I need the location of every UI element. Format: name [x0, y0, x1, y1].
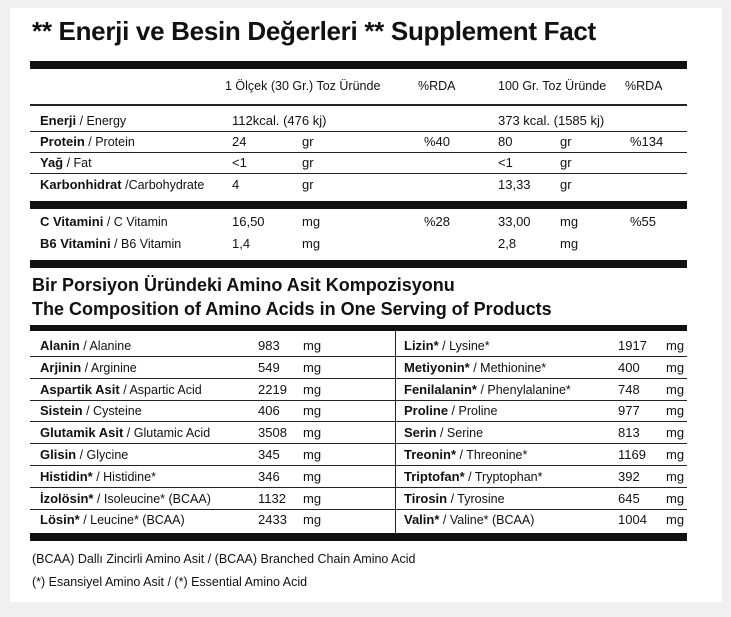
amino-left-label [40, 447, 128, 463]
amino-right-unit: mg [666, 512, 685, 527]
vitamin-divider-bar [30, 201, 687, 209]
amino-right-unit: mg [666, 425, 685, 440]
amino-left-label-en: / Glutamic Acid [123, 426, 211, 440]
nutrient-row-label-tr: Protein [40, 134, 85, 149]
amino-left-value: 2219 [258, 382, 287, 397]
amino-left-label-en: / Alanine [79, 339, 132, 353]
amino-left-value: 406 [258, 403, 280, 418]
amino-right-label-en: / Valine* (BCAA) [439, 513, 535, 527]
amino-right-label-tr: Lizin* [404, 338, 439, 353]
nutrient-100g-value: 80 [498, 134, 513, 149]
vitamin-rda-2: %55 [630, 214, 657, 229]
amino-left-value: 549 [258, 360, 280, 375]
amino-left-label-en: / Isoleucine* (BCAA) [93, 492, 211, 506]
amino-left-value: 345 [258, 447, 280, 462]
amino-right-label-tr: Tirosin [404, 491, 448, 506]
nutrient-row-label-en: / Protein [84, 135, 135, 149]
amino-left-label-tr: İzolösin* [40, 491, 94, 506]
amino-left-label-en: / Histidine* [92, 470, 156, 484]
header-rda-1: %RDA [418, 79, 456, 93]
vitamin-serving-unit: mg [302, 214, 321, 229]
nutrient-row-divider [30, 173, 687, 174]
nutrient-100g-value: 13,33 [498, 177, 531, 192]
amino-right-label [404, 469, 543, 485]
amino-left-unit: mg [303, 491, 322, 506]
vitamin-100g-unit: mg [560, 236, 579, 251]
amino-left-label [40, 338, 131, 354]
amino-left-label [40, 512, 185, 528]
amino-right-label [404, 491, 505, 507]
amino-right-value: 1004 [618, 512, 647, 527]
amino-right-unit: mg [666, 403, 685, 418]
amino-right-label-en: / Proline [448, 404, 498, 418]
amino-right-label-en: / Methionine* [469, 361, 547, 375]
amino-heading-tr: Bir Porsiyon Üründeki Amino Asit Kompozisyonu [32, 275, 455, 295]
nutrient-100g-value: 373 kcal. (1585 kj) [498, 113, 605, 128]
vitamin-serving-value: 16,50 [232, 214, 265, 229]
vitamin-rda-1: %28 [424, 214, 451, 229]
amino-right-value: 645 [618, 491, 640, 506]
amino-left-unit: mg [303, 512, 322, 527]
amino-right-label-en: / Lysine* [438, 339, 490, 353]
header-serving: 1 Ölçek (30 Gr.) Toz Üründe [225, 79, 381, 93]
amino-row-divider [30, 465, 687, 466]
note-bcaa: (BCAA) Dallı Zincirli Amino Asit / (BCAA) Branched Chain Amino Acid [32, 552, 416, 566]
amino-right-label-en: / Phenylalanine* [476, 383, 571, 397]
amino-right-label-en: / Threonine* [456, 448, 528, 462]
nutrient-serving-value: 112kcal. (476 kj) [232, 113, 327, 128]
amino-row-divider [30, 356, 687, 357]
amino-row-divider [30, 421, 687, 422]
amino-right-value: 748 [618, 382, 640, 397]
nutrient-row-label [40, 113, 126, 129]
amino-right-value: 977 [618, 403, 640, 418]
amino-right-label-tr: Treonin* [404, 447, 457, 462]
amino-left-label-tr: Alanin [40, 338, 80, 353]
amino-right-unit: mg [666, 360, 685, 375]
amino-left-unit: mg [303, 425, 322, 440]
amino-right-unit: mg [666, 382, 685, 397]
nutrient-serving-unit: gr [302, 134, 314, 149]
amino-left-unit: mg [303, 447, 322, 462]
nutrient-100g-unit: gr [560, 155, 572, 170]
amino-right-label [404, 512, 534, 528]
nutrient-row-label [40, 177, 204, 193]
amino-right-unit: mg [666, 469, 685, 484]
amino-right-label-tr: Proline [404, 403, 449, 418]
header-per-100g: 100 Gr. Toz Üründe [498, 79, 607, 93]
amino-left-label-en: / Cysteine [82, 404, 142, 418]
amino-right-label-tr: Fenilalanin* [404, 382, 477, 397]
amino-right-label-tr: Valin* [404, 512, 440, 527]
nutrient-row-divider [30, 152, 687, 153]
amino-right-unit: mg [666, 491, 685, 506]
amino-right-unit: mg [666, 338, 685, 353]
amino-right-label [404, 425, 483, 441]
amino-row-divider [30, 487, 687, 488]
nutrient-row-label-tr: Karbonhidrat [40, 177, 122, 192]
amino-right-label [404, 382, 571, 398]
amino-right-value: 1169 [618, 447, 646, 462]
nutrient-serving-value: 24 [232, 134, 247, 149]
nutrient-rda-2: %134 [630, 134, 664, 149]
amino-right-label-tr: Serin [404, 425, 437, 440]
amino-right-label-en: / Tyrosine [447, 492, 505, 506]
amino-left-label-tr: Histidin* [40, 469, 93, 484]
amino-row-divider [30, 378, 687, 379]
nutrient-rda-1: %40 [424, 134, 451, 149]
nutrient-serving-value: 4 [232, 177, 240, 192]
nutrient-100g-value: <1 [498, 155, 513, 170]
amino-left-label [40, 403, 142, 419]
nutrient-row-label-tr: Yağ [40, 155, 64, 170]
amino-right-value: 392 [618, 469, 640, 484]
amino-right-label-tr: Triptofan* [404, 469, 465, 484]
amino-right-value: 400 [618, 360, 640, 375]
amino-row-divider [30, 509, 687, 510]
nutrient-serving-unit: gr [302, 177, 314, 192]
vitamin-row-label-tr: B6 Vitamini [40, 236, 111, 251]
amino-heading-en: The Composition of Amino Acids in One Serving of Products [32, 299, 552, 319]
amino-right-label-en: / Tryptophan* [464, 470, 543, 484]
amino-left-unit: mg [303, 469, 322, 484]
nutrient-row-label [40, 134, 135, 150]
amino-left-label-tr: Arjinin [40, 360, 82, 375]
vitamin-serving-unit: mg [302, 236, 321, 251]
vitamin-row-label [40, 236, 181, 252]
amino-left-label-en: / Leucine* (BCAA) [79, 513, 185, 527]
amino-right-label [404, 338, 490, 354]
vitamin-serving-value: 1,4 [232, 236, 251, 251]
page-title: ** Enerji ve Besin Değerleri ** Supplement Fact [32, 16, 596, 46]
amino-left-label [40, 469, 156, 485]
amino-left-label-en: / Arginine [81, 361, 137, 375]
header-rda-2: %RDA [625, 79, 663, 93]
amino-left-label-tr: Sistein [40, 403, 83, 418]
amino-left-label-en: / Aspartic Acid [119, 383, 202, 397]
amino-left-value: 346 [258, 469, 280, 484]
nutrient-row-label-en: / Fat [63, 156, 92, 170]
nutrient-row-label-en: /Carbohydrate [121, 178, 205, 192]
amino-left-unit: mg [303, 403, 322, 418]
amino-divider-bar [30, 260, 687, 268]
nutrient-row-divider [30, 131, 687, 132]
amino-left-label-tr: Aspartik Asit [40, 382, 120, 397]
amino-table-top-bar [30, 325, 687, 331]
amino-left-label [40, 382, 202, 398]
amino-left-label [40, 425, 210, 441]
vitamin-row-label [40, 214, 168, 230]
nutrient-100g-unit: gr [560, 134, 572, 149]
amino-left-value: 983 [258, 338, 280, 353]
amino-left-unit: mg [303, 382, 322, 397]
vitamin-row-label-en: / B6 Vitamin [110, 237, 182, 251]
vitamin-row-label-tr: C Vitamini [40, 214, 104, 229]
header-divider [30, 104, 687, 106]
amino-right-label [404, 360, 546, 376]
amino-row-divider [30, 400, 687, 401]
nutrient-serving-unit: gr [302, 155, 314, 170]
amino-left-label [40, 491, 211, 507]
amino-left-value: 1132 [258, 491, 286, 506]
nutrient-row-label-tr: Enerji [40, 113, 77, 128]
amino-column-divider [395, 331, 396, 533]
vitamin-row-label-en: / C Vitamin [103, 215, 168, 229]
nutrient-row-label-en: / Energy [76, 114, 127, 128]
amino-right-unit: mg [666, 447, 685, 462]
amino-left-value: 2433 [258, 512, 287, 527]
amino-right-label [404, 403, 497, 419]
amino-right-label-tr: Metiyonin* [404, 360, 470, 375]
vitamin-100g-unit: mg [560, 214, 579, 229]
vitamin-100g-value: 2,8 [498, 236, 517, 251]
nutrient-row-label [40, 155, 92, 171]
amino-left-label-tr: Glutamik Asit [40, 425, 124, 440]
amino-right-value: 1917 [618, 338, 647, 353]
amino-left-label-en: / Glycine [76, 448, 129, 462]
amino-row-divider [30, 443, 687, 444]
amino-right-label [404, 447, 527, 463]
amino-left-unit: mg [303, 360, 322, 375]
amino-left-label-tr: Glisin [40, 447, 77, 462]
nutrient-100g-unit: gr [560, 177, 572, 192]
amino-right-value: 813 [618, 425, 640, 440]
note-essential: (*) Esansiyel Amino Asit / (*) Essential Amino Acid [32, 575, 308, 589]
vitamin-100g-value: 33,00 [498, 214, 531, 229]
bottom-divider-bar [30, 533, 687, 541]
amino-left-label [40, 360, 137, 376]
nutrient-serving-value: <1 [232, 155, 247, 170]
amino-left-label-tr: Lösin* [40, 512, 80, 527]
amino-right-label-en: / Serine [436, 426, 484, 440]
top-divider-bar [30, 61, 687, 69]
amino-left-value: 3508 [258, 425, 287, 440]
amino-left-unit: mg [303, 338, 322, 353]
